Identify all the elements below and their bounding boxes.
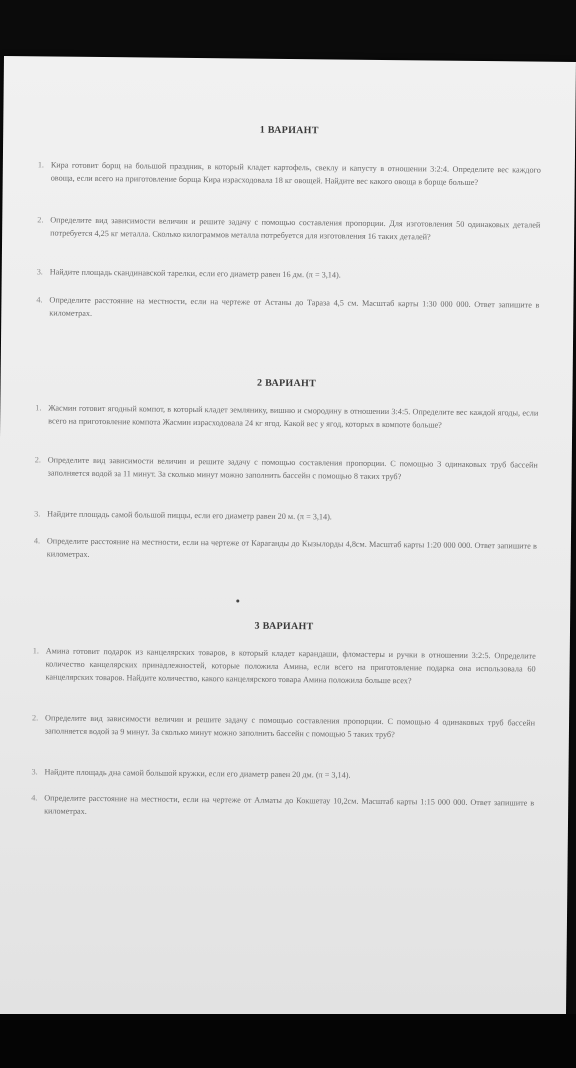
task-text: Найдите площадь самой большой пиццы, если его диаметр равен 20 м. (π = 3,14). [47, 509, 332, 522]
task-number: 4. [36, 295, 43, 305]
worksheet-paper [0, 56, 576, 1020]
variant-2-task-2 [34, 454, 538, 485]
task-text: Найдите площадь дна самой большой кружки, если его диаметр равен 20 дм. (π = 3,14). [44, 767, 351, 780]
task-text: Определите расстояние на местности, если на чертеже от Караганды до Кызылорды 4,8см. Масштаб карты 1:20 000 000. Ответ запишите в километрах. [46, 536, 537, 559]
task-number: 3. [36, 267, 43, 277]
task-number: 2. [34, 455, 41, 465]
dark-background-bottom [0, 1014, 576, 1068]
variant-2-title: 2 ВАРИАНТ [257, 377, 317, 390]
task-number: 1. [35, 403, 42, 413]
task-text: Кира готовит борщ на большой праздник, в который кладет картофель, свеклу и капусту в отношении 3:2:4. Определите вес каждого овоща, если всего на приготовление борща Кира израсходовала 18 кг овощей. Найдите вес какого овоща в борще больше? [50, 160, 541, 187]
variant-1-task-2 [37, 214, 541, 245]
variant-3-title: 3 ВАРИАНТ [254, 620, 314, 633]
ink-dot [236, 599, 239, 602]
task-number: 4. [33, 536, 41, 546]
task-number: 1. [32, 646, 39, 656]
variant-1-task-1 [37, 159, 541, 190]
task-text: Определите расстояние на местности, если на чертеже от Алматы до Кокшетау 10,2см. Масштаб карты 1:15 000 000. Ответ запишите в километрах. [44, 793, 535, 816]
variant-1-title: 1 ВАРИАНТ [259, 124, 319, 137]
variant-3-task-2 [32, 712, 536, 743]
variant-1-task-4 [36, 294, 540, 325]
task-text: Определите вид зависимости величин и решите задачу с помощью составления пропорции. Для изготовления 50 одинаковых деталей потребуется 4,25 кг металла. Сколько килограммов металла потребуется для изготовления 16 таких деталей? [50, 215, 541, 242]
task-text: Определите вид зависимости величин и решите задачу с помощью составления пропорции. С помощью 3 одинаковых труб бассейн заполняется водой за 11 минут. За сколько минут можно заполнить бассейн с помощью 8 таких труб? [47, 455, 538, 481]
task-text: Определите вид зависимости величин и решите задачу с помощью составления пропорции. С помощью 4 одинаковых труб бассейн заполняется водой за 9 минут. За сколько минут можно заполнить бассейн с помощью 5 таких труб? [44, 713, 536, 739]
task-text: Амина готовит подарок из канцелярских товаров, в который кладет карандаши, фломастеры и ручки в отношении 3:2:5. Определите количество канцелярских принадлежностей, которые положила Амина, если всего на приготовление подарка она использовала 60 канцелярских товаров. Найдите количество, какого канцелярского товара Амина положила больше всех? [45, 646, 536, 685]
task-number: 1. [37, 160, 45, 170]
variant-2-task-1 [35, 402, 539, 433]
task-number: 4. [31, 793, 38, 803]
variant-3-task-4 [31, 792, 535, 823]
variant-1-task-3 [36, 266, 540, 284]
task-number: 3. [31, 767, 38, 777]
task-number: 2. [32, 713, 39, 723]
task-text: Жасмин готовит ягодный компот, в который кладет землянику, вишню и смородину в отношении 3:4:5. Определите вес каждой ягоды, если всего на приготовление компота Жасмин израсходовала 24 кг ягод. Какой вес у ягод, которых в компоте больше? [48, 403, 539, 430]
task-number: 2. [37, 215, 44, 225]
task-number: 3. [34, 509, 41, 519]
variant-3-task-3 [31, 766, 534, 784]
variant-2-task-4 [33, 535, 537, 566]
variant-3-task-1 [32, 645, 536, 689]
task-text: Определите расстояние на местности, если на чертеже от Астаны до Тараза 4,5 см. Масштаб карты 1:30 000 000. Ответ запишите в километрах. [49, 295, 540, 318]
variant-2-task-3 [34, 508, 537, 526]
task-text: Найдите площадь скандинавской тарелки, если его диаметр равен 16 дм. (π = 3,14). [49, 267, 341, 280]
